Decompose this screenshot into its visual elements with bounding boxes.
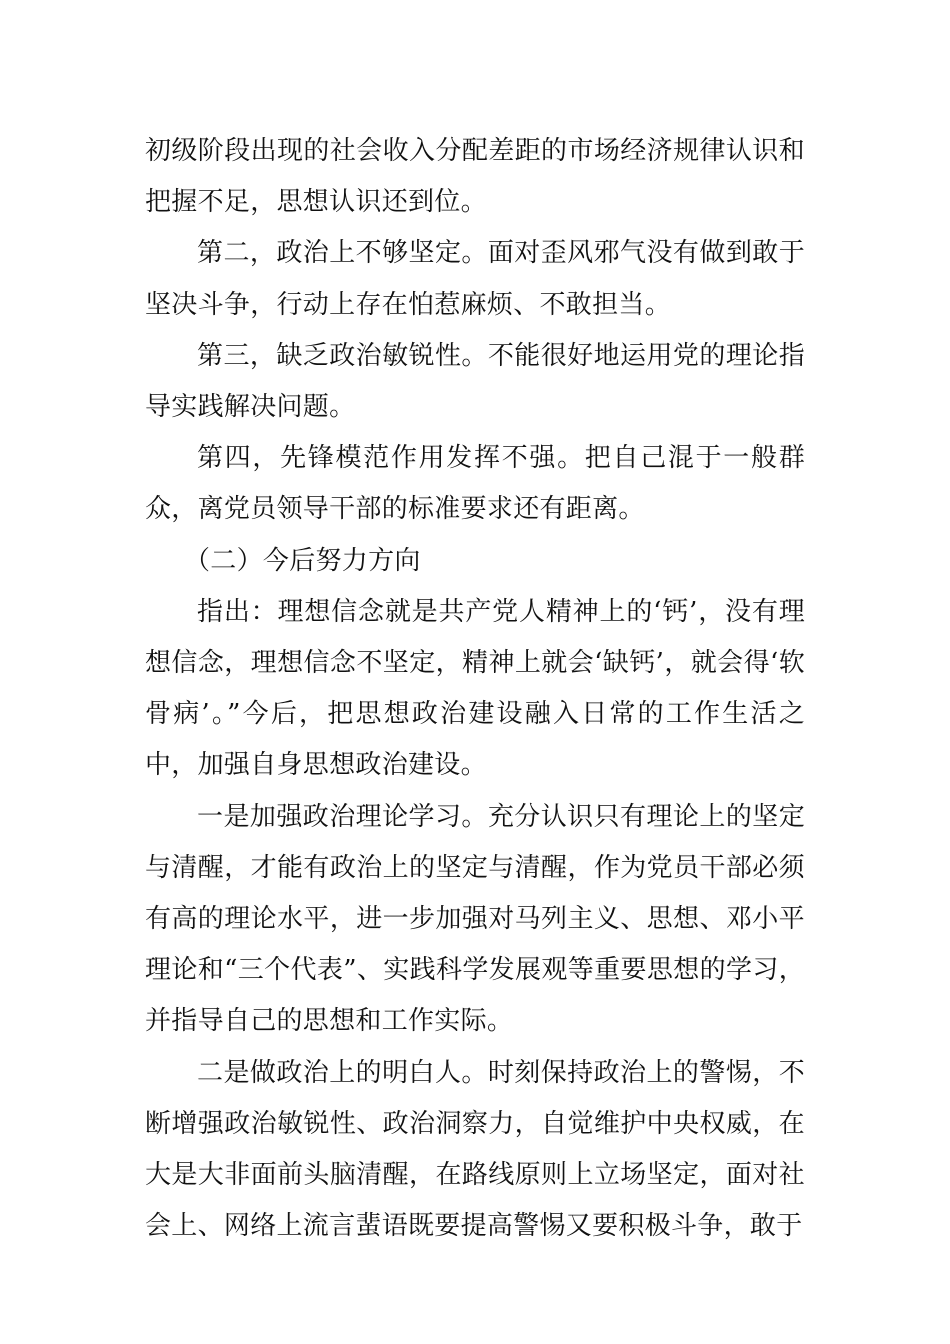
paragraph-point-two: 第二，政治上不够坚定。面对歪风邪气没有做到敢于坚决斗争，行动上存在怕惹麻烦、不敢担当。: [145, 238, 805, 320]
paragraph-point-three: 第三，缺乏政治敏锐性。不能很好地运用党的理论指导实践解决问题。: [145, 340, 805, 423]
paragraph-theory-study: 一是加强政治理论学习。充分认识只有理论上的坚定与清醒，才能有政治上的坚定与清醒，作为党员干部必须有高的理论水平，进一步加强对马列主义、思想、邓小平理论和“三个代表”、实践科学发展观等重要思想的学习，并指导自己的思想和工作实际。: [145, 801, 805, 1037]
paragraph-ideals-quote: 指出：理想信念就是共产党人精神上的‘钙’，没有理想信念，理想信念不坚定，精神上就会‘缺钙’，就会得‘软骨病’。”今后，把思想政治建设融入日常的工作生活之中，加强自身思想政治建设。: [145, 596, 805, 781]
section-heading: （二）今后努力方向: [184, 545, 421, 576]
paragraph-point-four: 第四，先锋模范作用发挥不强。把自己混于一般群众，离党员领导干部的标准要求还有距离。: [145, 443, 805, 525]
paragraph-continuation: 初级阶段出现的社会收入分配差距的市场经济规律认识和把握不足，思想认识还到位。: [145, 136, 805, 218]
paragraph-political-clarity: 二是做政治上的明白人。时刻保持政治上的警惕，不断增强政治敏锐性、政治洞察力，自觉维护中央权威，在大是大非面前头脑清醒，在路线原则上立场坚定，面对社会上、网络上流言蜚语既要提高警惕又要积极斗争，敢于: [145, 1057, 805, 1242]
document-body: [145, 126, 805, 1252]
